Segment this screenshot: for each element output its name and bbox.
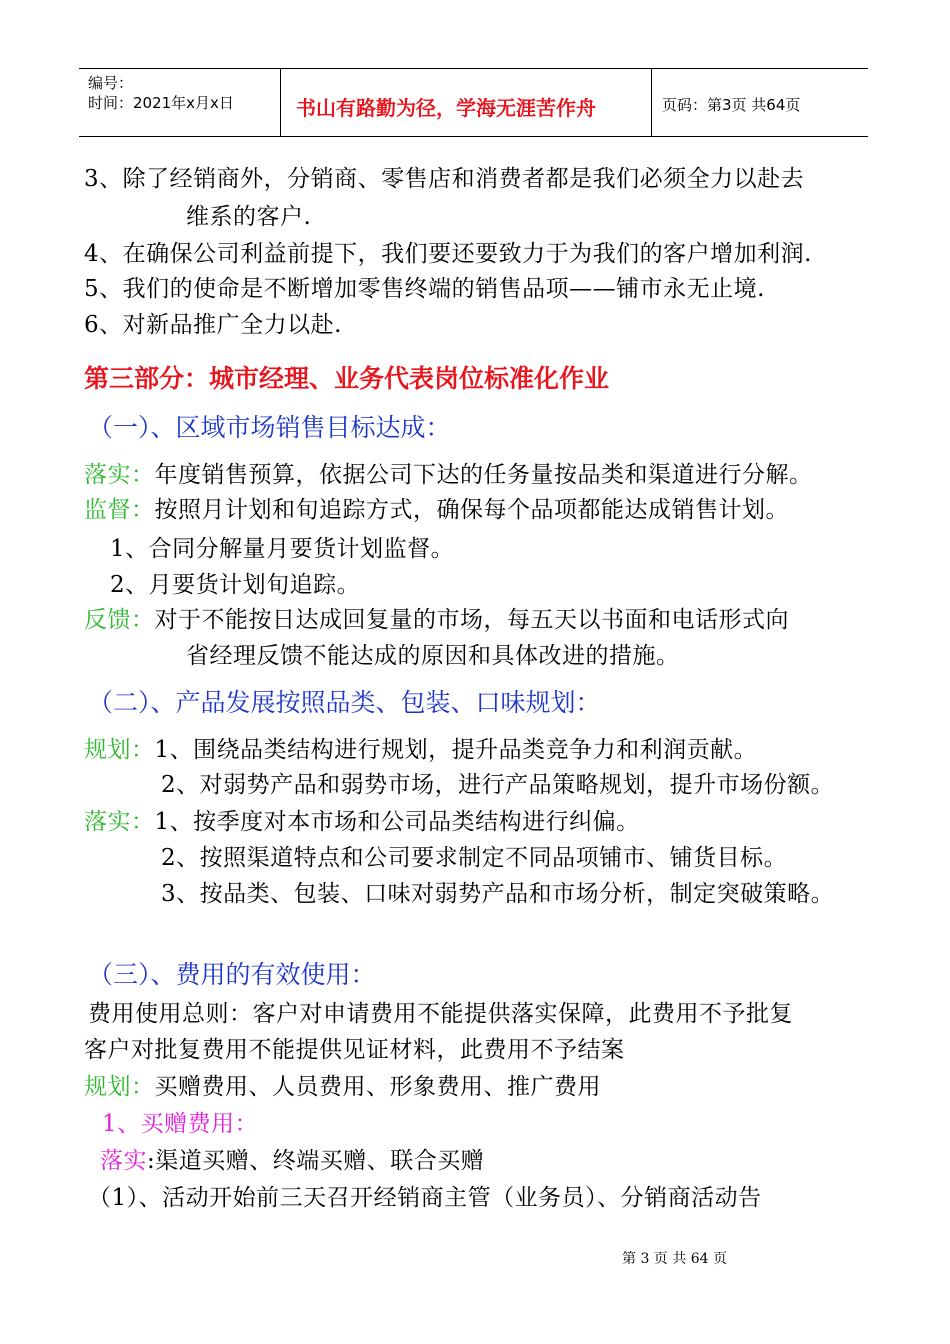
paragraph [84, 1068, 601, 1101]
implement-label: 落实： [84, 462, 155, 488]
paragraph-text: 客户对批复费用不能提供见证材料，此费用不予结案 [84, 1037, 625, 1063]
list-item: 3、除了经销商外，分销商、零售店和消费者都是我们必须全力以赴去 [84, 166, 805, 192]
paragraph-text: 费用使用总则：客户对申请费用不能提供落实保障，此费用不予批复 [88, 1001, 793, 1027]
list-item: 2、对弱势产品和弱势市场，进行产品策略规划，提升市场份额。 [161, 772, 835, 798]
paragraph-text: :渠道买赠、终端买赠、联合买赠 [147, 1148, 485, 1174]
subsection-heading: （二）、产品发展按照品类、包装、口味规划： [88, 688, 601, 717]
supervise-label: 监督： [84, 497, 155, 523]
paragraph [84, 456, 813, 489]
item-title: 1、买赠费用： [102, 1111, 259, 1137]
list-item: 1、合同分解量月要货计划监督。 [110, 536, 455, 562]
paragraph [84, 803, 640, 836]
plan-label: 规划： [84, 1074, 155, 1100]
list-item: 5、我们的使命是不断增加零售终端的销售品项——铺市永无止境. [84, 276, 765, 302]
paragraph-text: 省经理反馈不能达成的原因和具体改进的措施。 [186, 643, 680, 669]
feedback-label: 反馈： [84, 607, 155, 633]
plan-label: 规划： [84, 737, 155, 763]
paragraph-text: 买赠费用、人员费用、形象费用、推广费用 [154, 1074, 601, 1100]
list-item: 3、按品类、包装、口味对弱势产品和市场分析，制定突破策略。 [161, 881, 835, 907]
paragraph-text: （1）、活动开始前三天召开经销商主管（业务员）、分销商活动告 [88, 1185, 762, 1211]
paragraph-text: 对于不能按日达成回复量的市场，每五天以书面和电话形式向 [154, 607, 789, 633]
implement-label: 落实： [84, 809, 155, 835]
list-item: 4、在确保公司利益前提下，我们要还要致力于为我们的客户增加利润. [84, 241, 812, 267]
paragraph [84, 601, 789, 634]
list-item: 维系的客户. [186, 204, 312, 230]
implement-label: 落实 [100, 1148, 147, 1174]
header-page-info: 页码：第3页 共64页 [662, 96, 801, 114]
header-divider [651, 69, 652, 136]
paragraph [84, 731, 757, 764]
paragraph [84, 491, 789, 524]
subsection-heading: （三）、费用的有效使用： [88, 960, 376, 989]
document-time-label: 时间：2021年x月x日 [88, 94, 234, 112]
list-item: 2、按照渠道特点和公司要求制定不同品项铺市、铺货目标。 [161, 845, 788, 871]
list-item: 1、按季度对本市场和公司品类结构进行纠偏。 [154, 809, 640, 835]
header-motto: 书山有路勤为径，学海无涯苦作舟 [296, 96, 596, 120]
subsection-heading: （一）、区域市场销售目标达成： [88, 413, 451, 442]
paragraph-text: 年度销售预算，依据公司下达的任务量按品类和渠道进行分解。 [154, 462, 813, 488]
document-number-label: 编号： [88, 74, 134, 92]
list-item: 6、对新品推广全力以赴. [84, 312, 342, 338]
header-divider [280, 69, 281, 136]
list-item: 2、月要货计划旬追踪。 [110, 572, 361, 598]
section-title: 第三部分：城市经理、业务代表岗位标准化作业 [84, 364, 610, 393]
page-footer: 第 3 页 共 64 页 [622, 1251, 727, 1267]
paragraph [100, 1142, 484, 1175]
list-item: 1、围绕品类结构进行规划，提升品类竞争力和利润贡献。 [154, 737, 758, 763]
paragraph-text: 按照月计划和旬追踪方式，确保每个品项都能达成销售计划。 [154, 497, 789, 523]
